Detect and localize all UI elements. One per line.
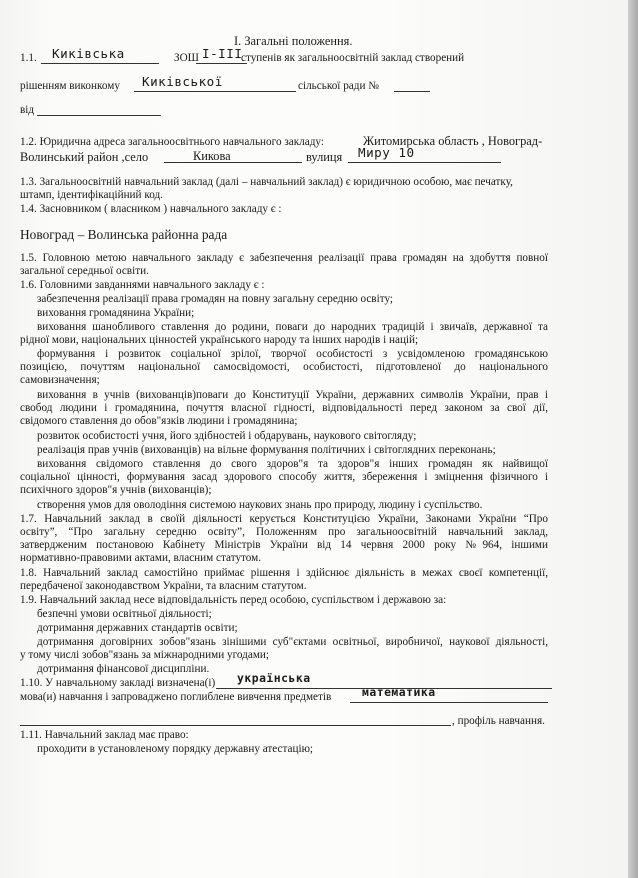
clause-1-11: 1.11. Навчальний заклад має право: xyxy=(20,729,189,741)
text-line: освіту”, “Про загальну середню освіту”, Положенням про загальноосвітній навчальний заклад, xyxy=(20,526,548,538)
address-region: Житомирська область , Новоград- xyxy=(363,134,543,148)
text-line: передбаченої законодавством України, та власним статутом. xyxy=(20,580,307,592)
typed-level: І-ІІІ xyxy=(202,46,243,61)
text-line: самовизначення; xyxy=(20,374,100,386)
council-label: сільської ради № xyxy=(298,80,379,92)
text-line: виховання шанобливого ставлення до родини, поваги до народних традицій і звичаїв, державної та xyxy=(37,321,548,333)
text-line: загальної середньої освіти. xyxy=(20,265,149,277)
text-line: безпечні умови освітньої діяльності; xyxy=(37,608,212,620)
blank-decision-number xyxy=(394,91,430,92)
text-line: у тому числі зобов"язань за міжнародними угодами; xyxy=(20,649,270,661)
text-line: реалізація прав учнів (вихованців) на вільне формування політичних і світоглядних переконань; xyxy=(37,444,496,456)
blank-council xyxy=(134,91,296,92)
typed-subject: математика xyxy=(362,685,436,699)
section-heading: І. Загальні положення. xyxy=(234,34,353,48)
text-line: 1.5. Головною метою навчального закладу є забезпечення реалізації права громадян на здобуття повної xyxy=(20,252,548,264)
text-line: 1.7. Навчальний заклад в своїй діяльності керується Конституцією України, Законами України “Про xyxy=(20,513,548,525)
text-line: рідної мови, національних цінностей українського народу та інших народів і націй; xyxy=(20,334,419,346)
blank-profile xyxy=(20,725,451,726)
blank-street xyxy=(348,162,501,163)
typed-council-name: Кикiвської xyxy=(142,74,223,89)
text-line: створення умов для оволодіння системою наукових знань про природу, людину і суспільство. xyxy=(37,499,483,511)
text-line: формування і розвиток соціальної зрілої, творчої особистості з усвідомленою громадянською xyxy=(37,348,548,360)
text-line: соціальної цінності, формування засад здорового способу життя, збереження і зміцнення фізичного і xyxy=(20,471,548,483)
text-line: свідомого ставлення до обов"язків людини і громадянина; xyxy=(20,415,298,427)
text-line: 1.8. Навчальний заклад самостійно приймає рішення і здійснює діяльність в межах своєї компетенції, xyxy=(20,567,548,579)
clause-1-3-line-2: штамп, ідентифікаційний код. xyxy=(20,189,163,201)
street-label: вулиця xyxy=(306,150,343,164)
text-line: 1.9. Навчальний заклад несе відповідальність перед особою, суспільством і державою за: xyxy=(20,594,447,606)
blank-date xyxy=(37,115,161,116)
clause-1-10-line-2: мова(и) навчання і запроваджено поглиблене вивчення предметів xyxy=(20,691,332,703)
text-line: позицією, почуттям національної самосвідомості, особистості, підготовленої до національного xyxy=(20,361,548,373)
text-line: психічного здоров"я учнів (вихованців); xyxy=(20,484,212,496)
date-label: від xyxy=(20,104,35,116)
blank-subject xyxy=(350,702,548,703)
text-line: 1.6. Головними завданнями навчального закладу є : xyxy=(20,279,265,291)
text-line: дотримання договірних зобов"язань зінішими суб"єктами освітньої, виробничої, наукової діяльності, xyxy=(37,636,548,648)
blank-school-name xyxy=(41,63,159,64)
text-line: свобод людини і громадянина, почуття власної гідності, відповідальності перед законом за свої дії, xyxy=(20,402,548,414)
school-type-label: ЗОШ xyxy=(174,52,199,64)
clause-1-2-text: 1.2. Юридична адреса загальноосвітнього навчального закладу: xyxy=(20,136,324,148)
typed-language: українська xyxy=(237,671,311,685)
text-line: проходити в установленому порядку державну атестацію; xyxy=(37,743,314,755)
blank-level xyxy=(196,63,247,64)
text-line: виховання свідомого ставлення до свого здоров"я та здоров"я інших громадян як найвищої xyxy=(37,458,548,470)
decision-label: рішенням виконкому xyxy=(20,80,120,92)
founder-name: Новоград – Волинська районна рада xyxy=(20,227,228,242)
clause-1-3-line-1: 1.3. Загальноосвітній навчальний заклад (далі – навчальний заклад) є юридичною особою, має печатку, xyxy=(20,176,513,188)
clause-1-1-number: 1.1. xyxy=(20,52,37,64)
text-line: нормативно-правовими актами, власним статутом. xyxy=(20,552,262,564)
clause-1-10-text: 1.10. У навчальному закладі визначена(і) xyxy=(20,677,216,689)
address-village: Кикова xyxy=(193,149,231,163)
clause-1-1-tail: ступенів як загальноосвітній заклад створений xyxy=(241,52,465,64)
address-district: Волинський район ,село xyxy=(20,150,149,164)
text-line: розвиток особистості учня, його здібностей і обдарувань, наукового світогляду; xyxy=(37,430,417,442)
clause-1-4: 1.4. Засновником ( власником ) навчального закладу є : xyxy=(20,203,282,215)
page-edge-shadow xyxy=(628,0,638,878)
text-line: затвердженим постановою Кабінету Міністрів України від 14 червня 2000 року №964, іншими xyxy=(20,539,548,551)
text-line: забезпечення реалізації права громадян на повну загальну середню освіту; xyxy=(37,293,393,305)
typed-street: Миру 10 xyxy=(358,145,415,160)
text-line: дотримання фінансової дисципліни. xyxy=(37,663,210,675)
profile-label: , профіль навчання. xyxy=(452,715,545,727)
text-line: виховання в учнів (вихованців)поваги до Конституції України, державних символів України, прав і xyxy=(37,389,548,401)
text-line: виховання громадянина України; xyxy=(37,307,195,319)
typed-school-name: Кикiвська xyxy=(52,46,125,61)
blank-village xyxy=(164,162,302,163)
text-line: дотримання державних стандартів освіти; xyxy=(37,622,238,634)
